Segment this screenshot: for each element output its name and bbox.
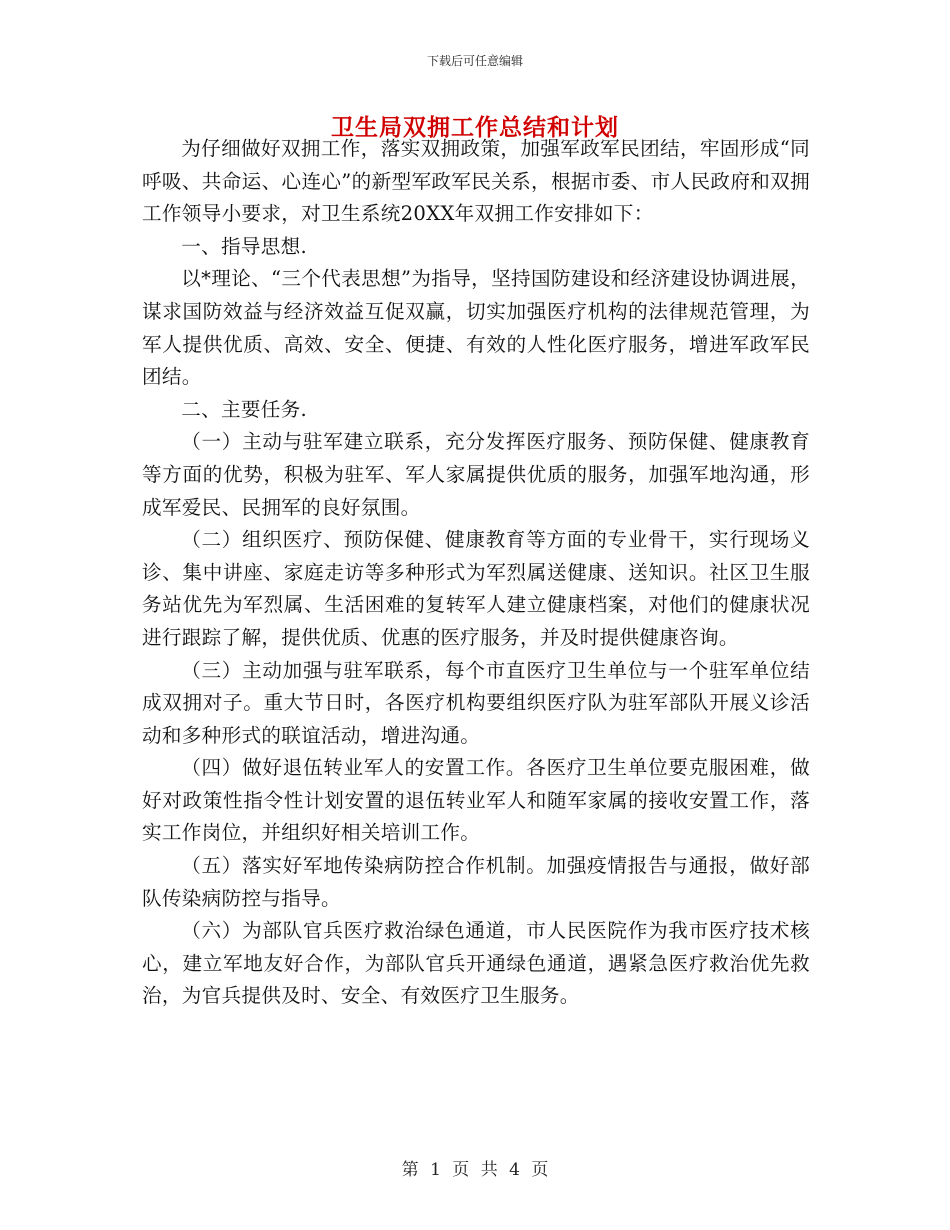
page-header-note: 下载后可任意编辑 (426, 54, 523, 68)
document-body (142, 133, 810, 1013)
section-heading-guiding-thought: 一、指导思想. (181, 234, 308, 258)
document-title: 卫生局双拥工作总结和计划 (331, 114, 619, 141)
task-6-paragraph: （六）为部队官兵医疗救治绿色通道，市人民医院作为我市医疗技术核心，建立军地友好合作，为部队官兵开通绿色通道，遇紧急医疗救治优先救治，为官兵提供及时、安全、有效医疗卫生服务。 (142, 919, 810, 1008)
intro-paragraph: 为仔细做好双拥工作，落实双拥政策，加强军政军民团结，牢固形成“同呼吸、共命运、心连心”的新型军政军民关系，根据市委、市人民政府和双拥工作领导小要求，对卫生系统20XX年双拥工作安排如下： (142, 137, 810, 226)
task-2-paragraph: （二）组织医疗、预防保健、健康教育等方面的专业骨干，实行现场义诊、集中讲座、家庭走访等多种形式为军烈属送健康、送知识。社区卫生服务站优先为军烈属、生活困难的复转军人建立健康档案，对他们的健康状况进行跟踪了解，提供优质、优惠的医疗服务，并及时提供健康咨询。 (142, 528, 810, 649)
task-5-paragraph: （五）落实好军地传染病防控合作机制。加强疫情报告与通报，做好部队传染病防控与指导。 (142, 854, 810, 910)
page-number-footer: 第 1 页 共 4 页 (401, 1160, 549, 1180)
task-1-paragraph: （一）主动与驻军建立联系，充分发挥医疗服务、预防保健、健康教育等方面的优势，积极为驻军、军人家属提供优质的服务，加强军地沟通，形成军爱民、民拥军的良好氛围。 (142, 430, 810, 519)
guiding-thought-paragraph: 以*理论、“三个代表思想”为指导，坚持国防建设和经济建设协调进展，谋求国防效益与经济效益互促双赢，切实加强医疗机构的法律规范管理，为军人提供优质、高效、安全、便捷、有效的人性化医疗服务，增进军政军民团结。 (142, 267, 810, 389)
task-3-paragraph: （三）主动加强与驻军联系，每个市直医疗卫生单位与一个驻军单位结成双拥对子。重大节日时，各医疗机构要组织医疗队为驻军部队开展义诊活动和多种形式的联谊活动，增进沟通。 (142, 658, 810, 747)
task-4-paragraph: （四）做好退伍转业军人的安置工作。各医疗卫生单位要克服困难，做好对政策性指令性计划安置的退伍转业军人和随军家属的接收安置工作，落实工作岗位，并组织好相关培训工作。 (142, 756, 810, 845)
section-heading-main-tasks: 二、主要任务. (181, 397, 308, 421)
